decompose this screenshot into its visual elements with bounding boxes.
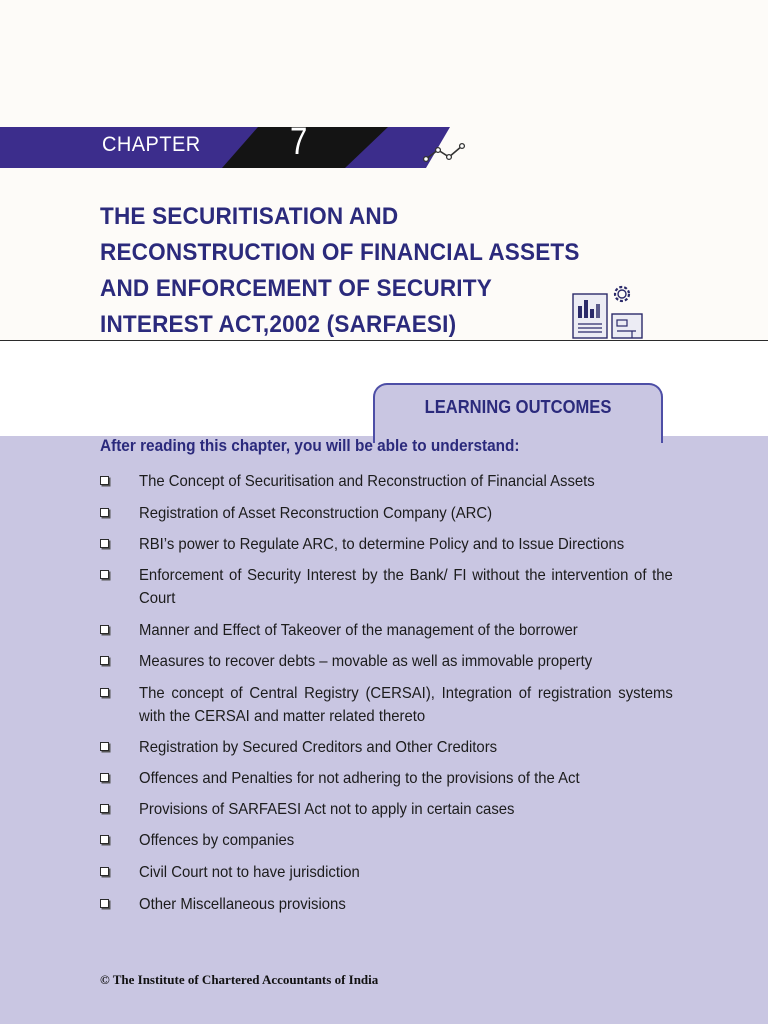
learning-outcomes-intro: After reading this chapter, you will be able to understand: <box>100 437 520 455</box>
title-line: THE SECURITISATION AND <box>100 203 399 230</box>
checkbox-bullet-icon <box>100 508 109 517</box>
checkbox-bullet-icon <box>100 835 109 844</box>
chapter-label: CHAPTER <box>102 133 201 156</box>
checkbox-bullet-icon <box>100 625 109 634</box>
chapter-banner <box>0 127 450 168</box>
checkbox-bullet-icon <box>100 539 109 548</box>
learning-outcomes-heading: LEARNING OUTCOMES <box>424 397 612 417</box>
trend-line-icon <box>422 140 470 164</box>
title-line: INTEREST ACT,2002 (SARFAESI) <box>100 311 457 338</box>
chapter-title <box>100 199 615 343</box>
checkbox-bullet-icon <box>100 688 109 697</box>
checkbox-bullet-icon <box>100 899 109 908</box>
checkbox-bullet-icon <box>100 656 109 665</box>
chapter-number: 7 <box>290 121 308 163</box>
copyright-footer: © The Institute of Chartered Accountants of India <box>100 972 379 987</box>
checkbox-bullet-icon <box>100 867 109 876</box>
document-chart-icon <box>570 282 646 340</box>
checkbox-bullet-icon <box>100 476 109 485</box>
gear-icon <box>615 287 629 301</box>
title-line: AND ENFORCEMENT OF SECURITY <box>100 275 492 302</box>
checkbox-bullet-icon <box>100 773 109 782</box>
checkbox-bullet-icon <box>100 570 109 579</box>
title-line: RECONSTRUCTION OF FINANCIAL ASSETS <box>100 239 580 266</box>
header-divider <box>0 340 768 341</box>
checkbox-bullet-icon <box>100 804 109 813</box>
checkbox-bullet-icon <box>100 742 109 751</box>
